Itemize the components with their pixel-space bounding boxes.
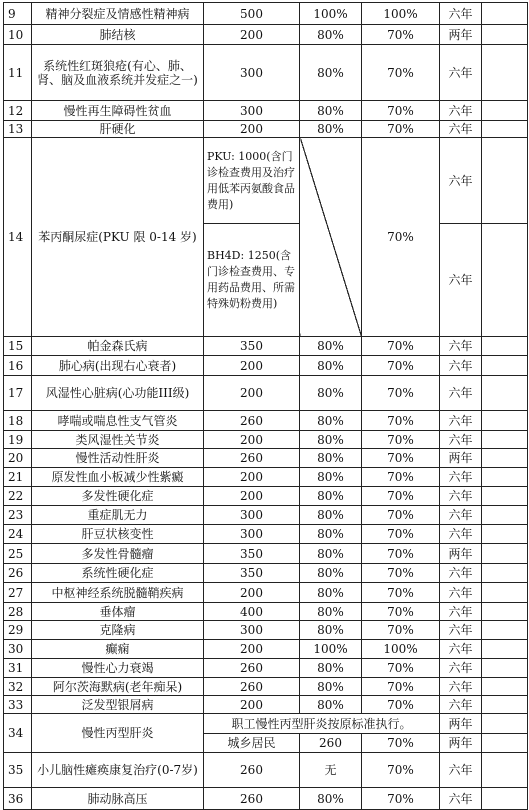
row-number: 13	[4, 121, 32, 138]
ratio-worker: 80%	[300, 45, 362, 101]
ratio-worker: 80%	[300, 449, 362, 468]
ratio-resident: 70%	[362, 583, 440, 603]
limit: 200	[204, 468, 300, 487]
ratio-resident: 70%	[362, 45, 440, 101]
ratio-resident: 70%	[362, 25, 440, 45]
ratio-resident: 100%	[362, 640, 440, 659]
row-number: 16	[4, 356, 32, 376]
row-number: 23	[4, 506, 32, 525]
limit: 200	[204, 356, 300, 376]
ratio-worker: 80%	[300, 101, 362, 121]
limit: 200	[204, 376, 300, 411]
row-number: 15	[4, 337, 32, 356]
ratio-worker: 80%	[300, 25, 362, 45]
table-row	[4, 659, 528, 678]
period: 六年	[440, 564, 482, 583]
table-row	[4, 25, 528, 45]
table-row	[4, 487, 528, 506]
ratio-resident: 70%	[362, 101, 440, 121]
ratio-worker: 80%	[300, 506, 362, 525]
period: 六年	[440, 603, 482, 621]
limit-pku: PKU: 1000(含门诊检查费用及治疗用低苯丙氨酸食品费用)	[204, 138, 300, 224]
disease-name: 慢性心力衰竭	[32, 659, 204, 678]
extra-cell	[482, 696, 528, 714]
extra-cell	[482, 734, 528, 753]
table-row	[4, 603, 528, 621]
limit: 350	[204, 337, 300, 356]
ratio-worker: 80%	[300, 603, 362, 621]
period: 六年	[440, 101, 482, 121]
ratio-worker: 无	[300, 753, 362, 788]
disease-name: 中枢神经系统脱髓鞘疾病	[32, 583, 204, 603]
extra-cell	[482, 621, 528, 640]
table-row	[4, 506, 528, 525]
period: 两年	[440, 544, 482, 564]
period: 六年	[440, 3, 482, 25]
row-number: 25	[4, 544, 32, 564]
table-row	[4, 45, 528, 101]
row-number: 12	[4, 101, 32, 121]
period: 六年	[440, 678, 482, 696]
ratio-worker: 80%	[300, 544, 362, 564]
row-number: 31	[4, 659, 32, 678]
extra-cell	[482, 564, 528, 583]
row-number: 14	[4, 138, 32, 337]
ratio-resident: 70%	[362, 356, 440, 376]
period: 六年	[440, 583, 482, 603]
extra-cell	[482, 678, 528, 696]
ratio-resident: 70%	[362, 411, 440, 431]
extra-cell	[482, 544, 528, 564]
limit: 300	[204, 506, 300, 525]
ratio-resident: 70%	[362, 138, 440, 337]
disease-name: 原发性血小板减少性紫癜	[32, 468, 204, 487]
extra-cell	[482, 45, 528, 101]
row-number: 24	[4, 525, 32, 544]
row-number: 22	[4, 487, 32, 506]
period: 六年	[440, 468, 482, 487]
extra-cell	[482, 788, 528, 810]
limit: 300	[204, 621, 300, 640]
extra-cell	[482, 411, 528, 431]
row-number: 21	[4, 468, 32, 487]
ratio-worker: 80%	[300, 788, 362, 810]
ratio-resident: 70%	[362, 659, 440, 678]
row-number: 28	[4, 603, 32, 621]
table-row	[4, 525, 528, 544]
disease-name: 系统性红斑狼疮(有心、肺、肾、脑及血液系统并发症之一)	[32, 45, 204, 101]
period: 六年	[440, 376, 482, 411]
ratio-worker: 80%	[300, 678, 362, 696]
ratio-worker: 100%	[300, 640, 362, 659]
table-row	[4, 640, 528, 659]
ratio-resident: 70%	[362, 431, 440, 449]
disease-name: 阿尔茨海默病(老年痴呆)	[32, 678, 204, 696]
extra-cell	[482, 659, 528, 678]
row-number: 20	[4, 449, 32, 468]
ratio-worker: 80%	[300, 583, 362, 603]
row-number: 19	[4, 431, 32, 449]
extra-cell	[482, 603, 528, 621]
period: 六年	[440, 431, 482, 449]
table-row	[4, 3, 528, 25]
row-number: 35	[4, 753, 32, 788]
row-number: 33	[4, 696, 32, 714]
ratio-resident: 70%	[362, 468, 440, 487]
table-row	[4, 714, 528, 734]
ratio-resident: 70%	[362, 544, 440, 564]
ratio-worker: 80%	[300, 564, 362, 583]
extra-cell	[482, 3, 528, 25]
period: 六年	[440, 356, 482, 376]
extra-cell	[482, 487, 528, 506]
table-row	[4, 449, 528, 468]
disease-name: 多发性骨髓瘤	[32, 544, 204, 564]
ratio-resident: 70%	[362, 603, 440, 621]
ratio-resident: 70%	[362, 564, 440, 583]
period: 两年	[440, 734, 482, 753]
ratio-resident: 70%	[362, 621, 440, 640]
disease-name: 泛发型银屑病	[32, 696, 204, 714]
ratio-resident: 70%	[362, 678, 440, 696]
table-row	[4, 138, 528, 224]
table-body	[4, 3, 528, 810]
row-number: 11	[4, 45, 32, 101]
row-number: 32	[4, 678, 32, 696]
limit: 350	[204, 544, 300, 564]
period: 两年	[440, 25, 482, 45]
limit: 260	[204, 659, 300, 678]
disease-table	[3, 2, 528, 810]
period: 六年	[440, 224, 482, 337]
ratio-worker: 80%	[300, 621, 362, 640]
table-row	[4, 583, 528, 603]
disease-name: 肺结核	[32, 25, 204, 45]
period: 六年	[440, 640, 482, 659]
limit: 260	[300, 734, 362, 753]
ratio-worker: 100%	[300, 3, 362, 25]
table-row	[4, 544, 528, 564]
disease-name: 类风湿性关节炎	[32, 431, 204, 449]
ratio-resident: 70%	[362, 753, 440, 788]
extra-cell	[482, 583, 528, 603]
table-row	[4, 788, 528, 810]
disease-name: 帕金森氏病	[32, 337, 204, 356]
disease-name: 慢性再生障碍性贫血	[32, 101, 204, 121]
disease-name: 癫痫	[32, 640, 204, 659]
ratio-worker: 80%	[300, 696, 362, 714]
limit: 350	[204, 564, 300, 583]
limit: 300	[204, 525, 300, 544]
limit: 400	[204, 603, 300, 621]
table-row	[4, 411, 528, 431]
period: 六年	[440, 337, 482, 356]
ratio-worker: 80%	[300, 356, 362, 376]
extra-cell	[482, 101, 528, 121]
limit: 500	[204, 3, 300, 25]
limit: 300	[204, 101, 300, 121]
limit: 200	[204, 431, 300, 449]
ratio-worker: 80%	[300, 121, 362, 138]
ratio-worker: 80%	[300, 468, 362, 487]
row-number: 26	[4, 564, 32, 583]
ratio-resident: 70%	[362, 734, 440, 753]
disease-name: 慢性丙型肝炎	[32, 714, 204, 753]
extra-cell	[482, 356, 528, 376]
extra-cell	[482, 753, 528, 788]
disease-name: 肝豆状核变性	[32, 525, 204, 544]
extra-cell	[482, 376, 528, 411]
table-row	[4, 356, 528, 376]
period: 六年	[440, 45, 482, 101]
ratio-resident: 70%	[362, 487, 440, 506]
table-row	[4, 121, 528, 138]
ratio-resident: 70%	[362, 696, 440, 714]
period: 六年	[440, 525, 482, 544]
extra-cell	[482, 714, 528, 734]
period: 六年	[440, 659, 482, 678]
ratio-resident: 70%	[362, 121, 440, 138]
row-number: 17	[4, 376, 32, 411]
table-row	[4, 337, 528, 356]
ratio-resident: 100%	[362, 3, 440, 25]
disease-name: 肺动脉高压	[32, 788, 204, 810]
ratio-worker: 80%	[300, 659, 362, 678]
extra-cell	[482, 337, 528, 356]
row-number: 18	[4, 411, 32, 431]
period: 六年	[440, 696, 482, 714]
ratio-worker: 80%	[300, 525, 362, 544]
table-row	[4, 101, 528, 121]
period: 六年	[440, 411, 482, 431]
period: 六年	[440, 121, 482, 138]
disease-name: 慢性活动性肝炎	[32, 449, 204, 468]
extra-cell	[482, 468, 528, 487]
extra-cell	[482, 449, 528, 468]
table-row	[4, 696, 528, 714]
ratio-resident: 70%	[362, 337, 440, 356]
limit: 200	[204, 25, 300, 45]
extra-cell	[482, 121, 528, 138]
disease-name: 肝硬化	[32, 121, 204, 138]
limit: 260	[204, 678, 300, 696]
period: 六年	[440, 788, 482, 810]
limit: 200	[204, 640, 300, 659]
limit: 260	[204, 411, 300, 431]
limit: 260	[204, 753, 300, 788]
disease-name: 肺心病(出现右心衰者)	[32, 356, 204, 376]
limit: 200	[204, 696, 300, 714]
limit: 260	[204, 788, 300, 810]
ratio-worker: 80%	[300, 376, 362, 411]
extra-cell	[482, 525, 528, 544]
row-number: 27	[4, 583, 32, 603]
ratio-worker: 80%	[300, 431, 362, 449]
table-row	[4, 753, 528, 788]
ratio-resident: 70%	[362, 449, 440, 468]
disease-name: 小儿脑性瘫痪康复治疗(0-7岁)	[32, 753, 204, 788]
disease-name: 精神分裂症及情感性精神病	[32, 3, 204, 25]
extra-cell	[482, 138, 528, 224]
disease-name: 风湿性心脏病(心功能III级)	[32, 376, 204, 411]
row-number: 9	[4, 3, 32, 25]
ratio-resident: 70%	[362, 506, 440, 525]
worker-note: 职工慢性丙型肝炎按原标准执行。	[204, 714, 440, 734]
disease-name: 系统性硬化症	[32, 564, 204, 583]
row-number: 10	[4, 25, 32, 45]
extra-cell	[482, 506, 528, 525]
disease-name: 苯丙酮尿症(PKU 限 0-14 岁)	[32, 138, 204, 337]
ratio-resident: 70%	[362, 376, 440, 411]
table-row	[4, 468, 528, 487]
limit: 200	[204, 583, 300, 603]
ratio-worker: 80%	[300, 411, 362, 431]
table-row	[4, 431, 528, 449]
row-number: 29	[4, 621, 32, 640]
extra-cell	[482, 640, 528, 659]
disease-name: 克隆病	[32, 621, 204, 640]
limit-bh4d: BH4D: 1250(含门诊检查费用、专用药品费用、所需特殊奶粉费用)	[204, 224, 300, 337]
ratio-empty	[300, 138, 362, 337]
disease-name: 多发性硬化症	[32, 487, 204, 506]
ratio-resident: 70%	[362, 788, 440, 810]
period: 六年	[440, 753, 482, 788]
resident-label: 城乡居民	[204, 734, 300, 753]
row-number: 36	[4, 788, 32, 810]
table-row	[4, 376, 528, 411]
period: 六年	[440, 621, 482, 640]
limit: 260	[204, 449, 300, 468]
disease-name: 哮喘或喘息性支气管炎	[32, 411, 204, 431]
table-row	[4, 564, 528, 583]
period: 六年	[440, 506, 482, 525]
table-row	[4, 621, 528, 640]
extra-cell	[482, 25, 528, 45]
extra-cell	[482, 224, 528, 337]
ratio-resident: 70%	[362, 525, 440, 544]
limit: 200	[204, 121, 300, 138]
period: 两年	[440, 714, 482, 734]
row-number: 34	[4, 714, 32, 753]
table-row	[4, 678, 528, 696]
period: 六年	[440, 487, 482, 506]
disease-name: 重症肌无力	[32, 506, 204, 525]
ratio-worker: 80%	[300, 487, 362, 506]
disease-name: 垂体瘤	[32, 603, 204, 621]
row-number: 30	[4, 640, 32, 659]
ratio-worker: 80%	[300, 337, 362, 356]
period: 六年	[440, 138, 482, 224]
period: 两年	[440, 449, 482, 468]
limit: 300	[204, 45, 300, 101]
limit: 200	[204, 487, 300, 506]
extra-cell	[482, 431, 528, 449]
